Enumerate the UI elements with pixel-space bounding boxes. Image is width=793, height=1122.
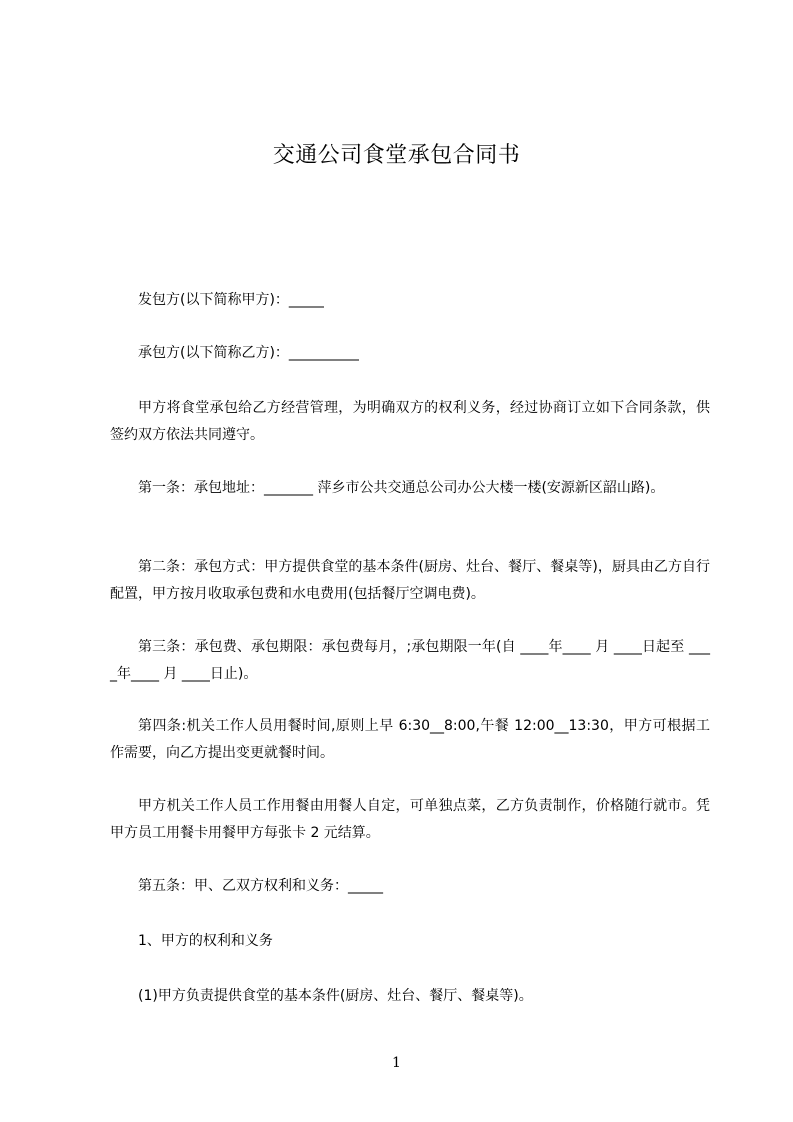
article-1-paragraph: 第一条：承包地址：_______ 萍乡市公共交通总公司办公大楼一楼(安源新区韶山路)。: [138, 480, 665, 496]
page-number: 1: [392, 1055, 401, 1071]
preamble-paragraph: 甲方将食堂承包给乙方经营管理，为明确双方的权利义务，经过协商订立如下合同条款，供签约双方依法共同遵守。: [110, 400, 710, 443]
article-2-paragraph: 第二条：承包方式：甲方提供食堂的基本条件(厨房、灶台、餐厅、餐桌等)，厨具由乙方自行配置，甲方按月收取承包费和水电费用(包括餐厅空调电费)。: [110, 559, 710, 602]
party-a-line: 发包方(以下简称甲方)：_____: [138, 292, 324, 308]
party-a-rights-item-1: (1)甲方负责提供食堂的基本条件(厨房、灶台、餐厅、餐桌等)。: [138, 988, 533, 1004]
article-4-paragraph: 第四条:机关工作人员用餐时间,原则上早 6:30__8:00,午餐 12:00__13:30，甲方可根据工作需要，向乙方提出变更就餐时间。: [110, 718, 710, 761]
party-b-line: 承包方(以下简称乙方)：__________: [138, 345, 359, 361]
article-5-paragraph: 第五条：甲、乙双方权利和义务：_____: [138, 878, 383, 894]
document-title: 交通公司食堂承包合同书: [272, 143, 521, 168]
article-3-paragraph: 第三条：承包费、承包期限：承包费每月，;承包期限一年(自 ____年____ 月 ____日起至 ____年____ 月 ____日止)。: [110, 639, 710, 682]
staff-meal-paragraph: 甲方机关工作人员工作用餐由用餐人自定，可单独点菜，乙方负责制作，价格随行就市。凭甲方员工用餐卡用餐甲方每张卡 2 元结算。: [110, 798, 710, 841]
party-a-rights-heading: 1、甲方的权利和义务: [138, 933, 273, 949]
